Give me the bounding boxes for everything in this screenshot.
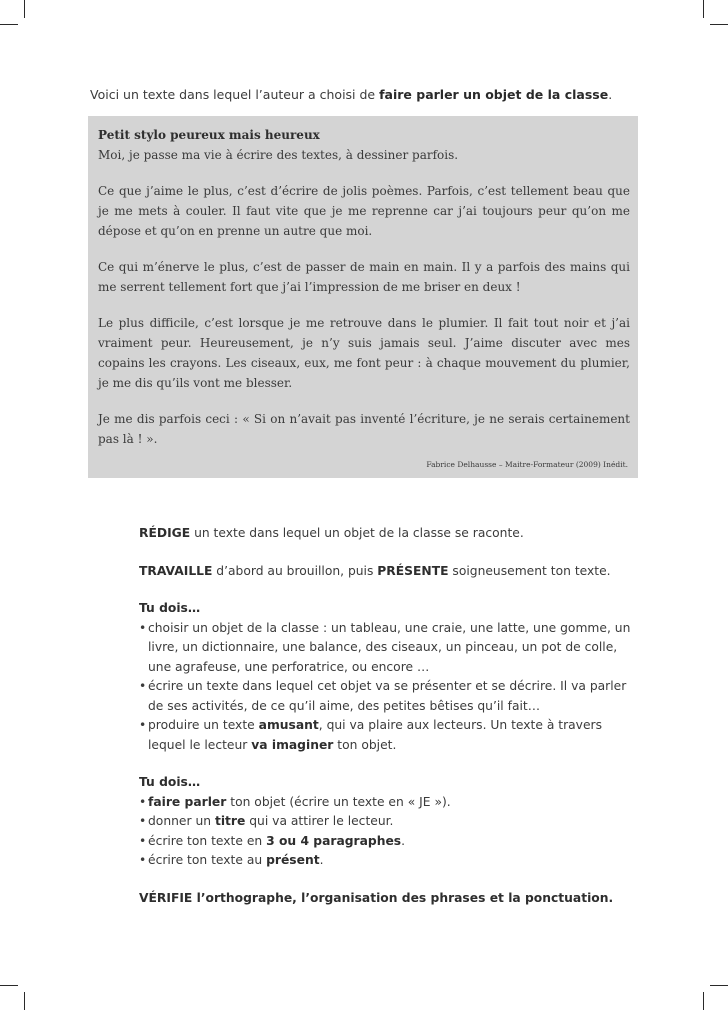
list-item-text: . [319, 853, 324, 867]
bullet-icon: • [139, 814, 147, 828]
story-paragraph-3: Ce qui m’énerve le plus, c’est de passer de main en main. Il y a parfois des mains qui me serrent tellement fort que j’ai l’impression de me briser en deux ! [98, 260, 630, 294]
list-item [139, 812, 639, 832]
instruction-travaille-text: d’abord au brouillon, puis [212, 563, 378, 578]
list-item-text: écrire ton texte en [148, 833, 267, 848]
crop-mark-top-right-h [710, 24, 728, 25]
crop-mark-bottom-left-h [0, 985, 18, 986]
crop-mark-bottom-left-v [24, 992, 25, 1010]
list-item [139, 851, 639, 871]
list-item [139, 793, 639, 813]
bullet-icon: • [139, 853, 147, 867]
list-item-text: choisir un objet de la classe : un tableau, une craie, une latte, une gomme, un livre, un dictionnaire, une balance, des ciseaux, un pinceau, un pot de colle, une agrafeuse, une perforatrice, ou encore … [148, 620, 631, 674]
list-item [139, 677, 639, 716]
story-paragraph-2: Ce que j’aime le plus, c’est d’écrire de jolis poèmes. Parfois, c’est tellement beau que je me mets à couler. Il faut vite que je me reprenne car j’ai toujours peur qu’on me dépose et qu’on en prenne un autre que moi. [98, 184, 630, 238]
tu-dois-heading-1: Tu dois… [139, 601, 201, 615]
list-item [139, 716, 639, 755]
story-box [88, 116, 638, 478]
list-item [139, 832, 639, 852]
bullet-icon: • [139, 679, 147, 693]
bullet-icon: • [139, 718, 147, 732]
keyword-titre: titre [214, 814, 246, 828]
bullet-icon: • [139, 620, 147, 635]
list-item [139, 619, 639, 678]
crop-mark-top-right-v [703, 0, 704, 18]
list-item-text: écrire ton texte au [148, 853, 267, 867]
intro-line [90, 86, 650, 104]
intro-bold: faire parler un objet de la classe [379, 87, 609, 102]
keyword-presente: PRÉSENTE [377, 563, 449, 578]
instruction-redige-text: un texte dans lequel un objet de la classe se raconte. [190, 526, 524, 540]
intro-prefix: Voici un texte dans lequel l’auteur a choisi de [90, 87, 380, 102]
list-item-text: ton objet (écrire un texte en « JE »). [226, 794, 451, 809]
keyword-amusant: amusant [258, 718, 319, 732]
keyword-paragraphes: 3 ou 4 paragraphes [266, 833, 402, 848]
list-item-text: , qui va plaire aux lecteurs. Un texte à travers lequel le lecteur [148, 718, 602, 752]
story-paragraph-1: Moi, je passe ma vie à écrire des textes, à dessiner parfois. [98, 148, 459, 162]
bullet-list-1 [139, 619, 639, 756]
story-text [98, 125, 630, 449]
keyword-redige: RÉDIGE [139, 526, 191, 540]
list-item-text: écrire un texte dans lequel cet objet va se présenter et se décrire. Il va parler de ses activités, de ce qu’il aime, des petites bêtises qu’il fait… [148, 679, 627, 713]
story-credit: Fabrice Delhausse – Maitre-Formateur (2009) Inédit. [426, 460, 628, 469]
tu-dois-heading-2: Tu dois… [139, 775, 201, 789]
keyword-present: présent [266, 853, 320, 867]
instruction-redige [139, 524, 639, 544]
instruction-presente-text: soigneusement ton texte. [448, 563, 611, 578]
instruction-verifie: VÉRIFIE l’orthographe, l’organisation des phrases et la ponctuation. [139, 890, 614, 905]
story-title: Petit stylo peureux mais heureux [98, 128, 320, 142]
intro-suffix: . [608, 87, 613, 102]
crop-mark-bottom-right-h [710, 985, 728, 986]
keyword-faire-parler: faire parler [148, 794, 227, 809]
crop-mark-top-left-h [0, 24, 18, 25]
list-item-text: . [401, 833, 406, 848]
list-item-text: donner un [148, 814, 215, 828]
story-paragraph-5: Je me dis parfois ceci : « Si on n’avait pas inventé l’écriture, je ne serais certainement pas là ! ». [98, 412, 630, 446]
instructions [139, 524, 639, 908]
story-paragraph-4: Le plus difficile, c’est lorsque je me retrouve dans le plumier. Il fait tout noir et j’ai vraiment peur. Heureusement, je n’y suis jamais seul. J’aime discuter avec mes copains les crayons. Les ciseaux, eux, me font peur : à chaque mouvement du plumier, je me dis qu’ils vont me blesser. [98, 316, 630, 390]
list-item-text: ton objet. [333, 737, 397, 752]
keyword-va-imaginer: va imaginer [251, 737, 334, 752]
bullet-list-2 [139, 793, 639, 871]
bullet-icon: • [139, 833, 147, 848]
crop-mark-top-left-v [24, 0, 25, 18]
list-item-text: produire un texte [148, 718, 259, 732]
bullet-icon: • [139, 794, 147, 809]
list-item-text: qui va attirer le lecteur. [245, 814, 394, 828]
instruction-travaille [139, 562, 639, 582]
keyword-travaille: TRAVAILLE [139, 563, 213, 578]
crop-mark-bottom-right-v [703, 992, 704, 1010]
